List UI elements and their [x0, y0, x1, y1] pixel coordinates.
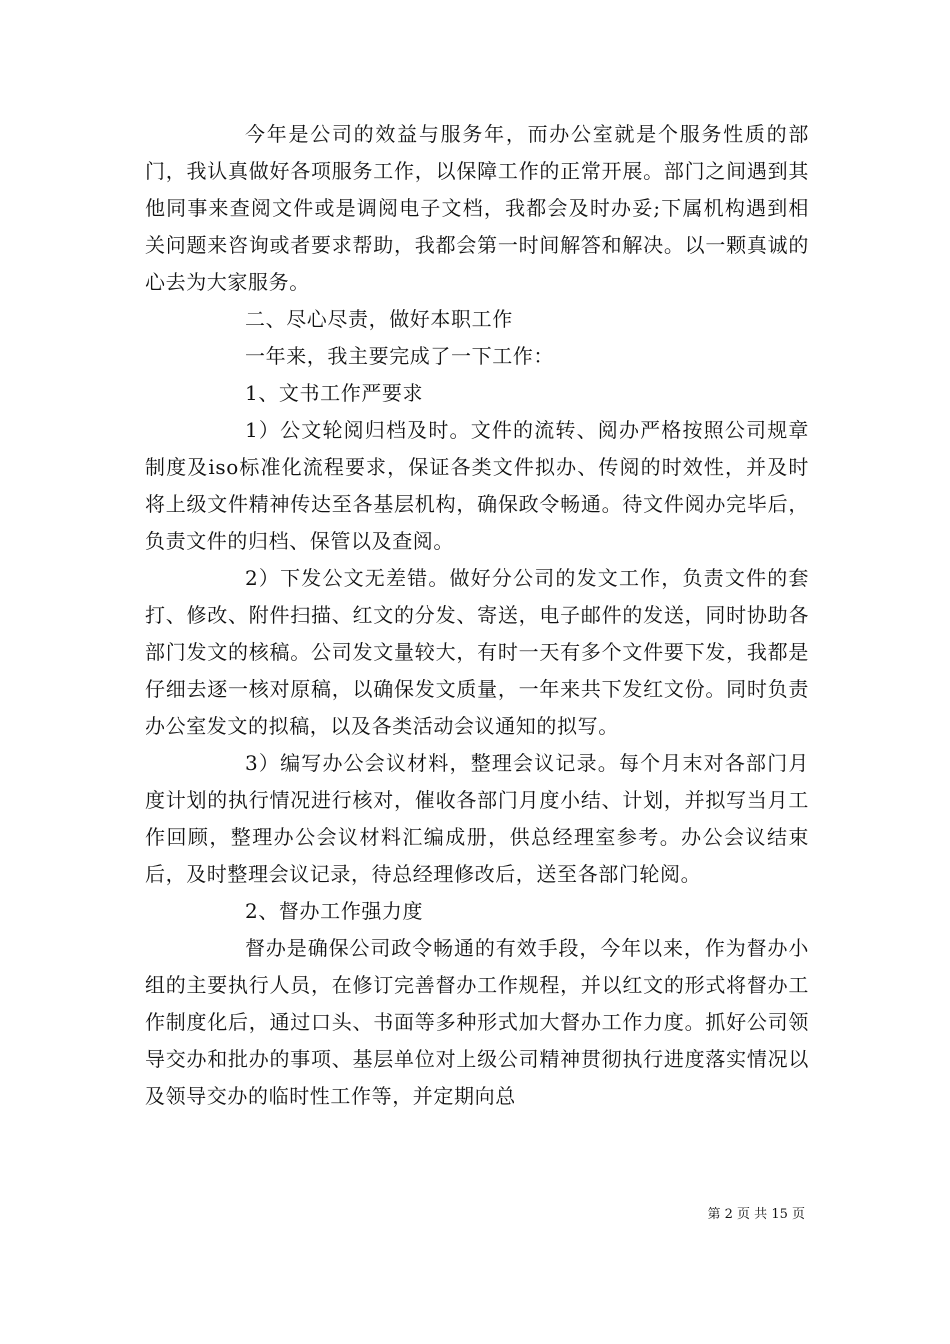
- paragraph-meeting-materials: 3）编写办公会议材料，整理会议记录。每个月末对各部门月度计划的执行情况进行核对，催收各部门月度小结、计划，并拟写当月工作回顾，整理办公会议材料汇编成册，供总经理室参考。办公会议结束后，及时整理会议记录，待总经理修改后，送至各部门轮阅。: [145, 751, 809, 886]
- subheading-supervision: 2、督办工作强力度: [245, 899, 424, 923]
- paragraph-service: 今年是公司的效益与服务年，而办公室就是个服务性质的部门，我认真做好各项服务工作，以保障工作的正常开展。部门之间遇到其他同事来查阅文件或是调阅电子文档，我都会及时办妥;下属机构遇到相关问题来咨询或者要求帮助，我都会第一时间解答和解决。以一颗真诚的心去为大家服务。: [145, 122, 809, 294]
- body-text: [145, 116, 809, 1115]
- paragraph-issuing: 2）下发公文无差错。做好分公司的发文工作，负责文件的套打、修改、附件扫描、红文的分发、寄送，电子邮件的发送，同时协助各部门发文的核稿。公司发文量较大，有时一天有多个文件要下发，我都是仔细去逐一核对原稿，以确保发文质量，一年来共下发红文份。同时负责办公室发文的拟稿，以及各类活动会议通知的拟写。: [145, 566, 809, 738]
- paragraph-supervision: 督办是确保公司政令畅通的有效手段，今年以来，作为督办小组的主要执行人员，在修订完善督办工作规程，并以红文的形式将督办工作制度化后，通过口头、书面等多种形式加大督办工作力度。抓好公司领导交办和批办的事项、基层单位对上级公司精神贯彻执行进度落实情况以及领导交办的临时性工作等，并定期向总: [145, 936, 809, 1108]
- intro-line: 一年来，我主要完成了一下工作：: [245, 344, 554, 368]
- paragraph-archiving: 1）公文轮阅归档及时。文件的流转、阅办严格按照公司规章制度及iso标准化流程要求，保证各类文件拟办、传阅的时效性，并及时将上级文件精神传达至各基层机构，确保政令畅通。待文件阅办完毕后，负责文件的归档、保管以及查阅。: [145, 418, 809, 553]
- page-number-footer: 第 2 页 共 15 页: [707, 1207, 805, 1222]
- section-heading-duty: 二、尽心尽责，做好本职工作: [245, 307, 513, 331]
- subheading-document-work: 1、文书工作严要求: [245, 381, 424, 405]
